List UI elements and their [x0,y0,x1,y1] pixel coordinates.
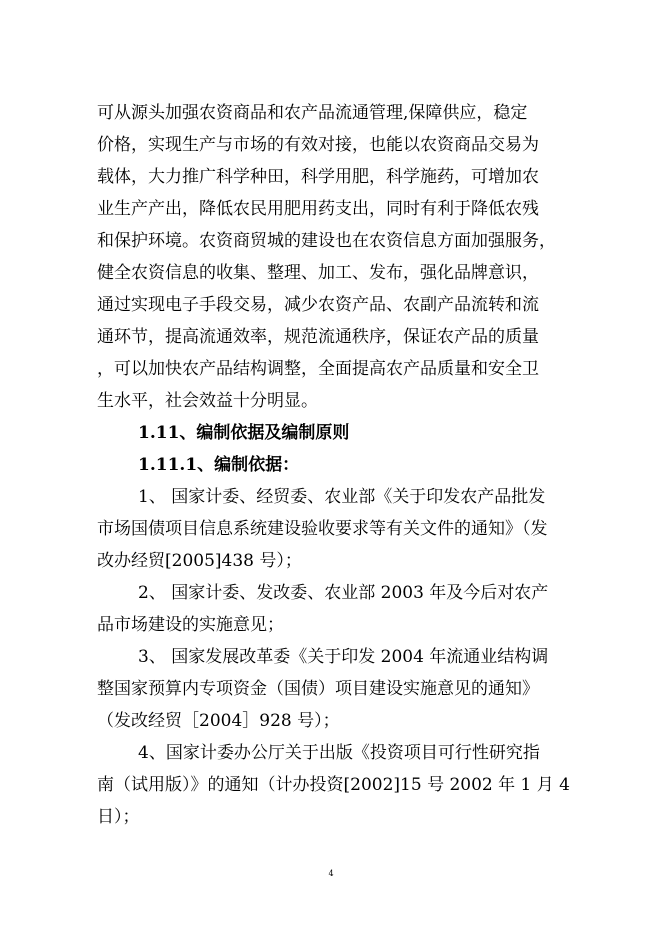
basis-item-2-line-1: 2、 国家计委、发改委、农业部 2003 年及今后对农产 [138,583,549,603]
basis-item-3-line-1: 3、 国家发展改革委《关于印发 2004 年流通业结构调 [138,647,549,667]
subsection-heading: 1.11.1、编制依据： [138,455,300,475]
basis-item-4-line-1: 4、国家计委办公厅关于出版《投资项目可行性研究指 [138,743,540,763]
paragraph-line-7: 通过实现电子手段交易，减少农资产品、农副产品流转和流 [97,295,539,315]
basis-item-1-line-2: 市场国债项目信息系统建设验收要求等有关文件的通知》（发 [97,519,548,539]
paragraph-line-8: 通环节，提高流通效率，规范流通秩序，保证农产品的质量 [97,327,539,347]
section-heading: 1.11、编制依据及编制原则 [138,423,350,443]
paragraph-line-10: 生水平，社会效益十分明显。 [97,391,318,411]
page-number: 4 [328,869,334,878]
basis-item-4-line-2: 南（试用版）》的通知（计办投资[2002]15 号 2002 年 1 月 4 [97,775,570,795]
basis-item-3-line-3: （发改经贸［2004］928 号）； [97,711,340,731]
paragraph-line-6: 健全农资信息的收集、整理、加工、发布，强化品牌意识， [97,263,539,283]
basis-item-1-line-3: 改办经贸[2005]438 号）； [97,551,302,571]
basis-item-4-line-3: 日）； [97,807,140,827]
paragraph-line-9: ，可以加快农产品结构调整，全面提高农产品质量和安全卫 [97,359,539,379]
basis-item-1-line-1: 1、 国家计委、经贸委、农业部《关于印发农产品批发 [138,487,546,507]
paragraph-line-4: 业生产产出，降低农民用肥用药支出，同时有利于降低农残 [97,199,539,219]
basis-item-3-line-2: 整国家预算内专项资金（国债）项目建设实施意见的通知》 [97,679,539,699]
paragraph-line-2: 价格，实现生产与市场的有效对接，也能以农资商品交易为 [97,135,539,155]
paragraph-line-3: 载体，大力推广科学种田，科学用肥，科学施药，可增加农 [97,167,539,187]
paragraph-line-5: 和保护环境。农资商贸城的建设也在农资信息方面加强服务， [97,231,556,251]
paragraph-line-1: 可从源头加强农资商品和农产品流通管理,保障供应，稳定 [97,103,528,123]
basis-item-2-line-2: 品市场建设的实施意见； [97,615,284,635]
